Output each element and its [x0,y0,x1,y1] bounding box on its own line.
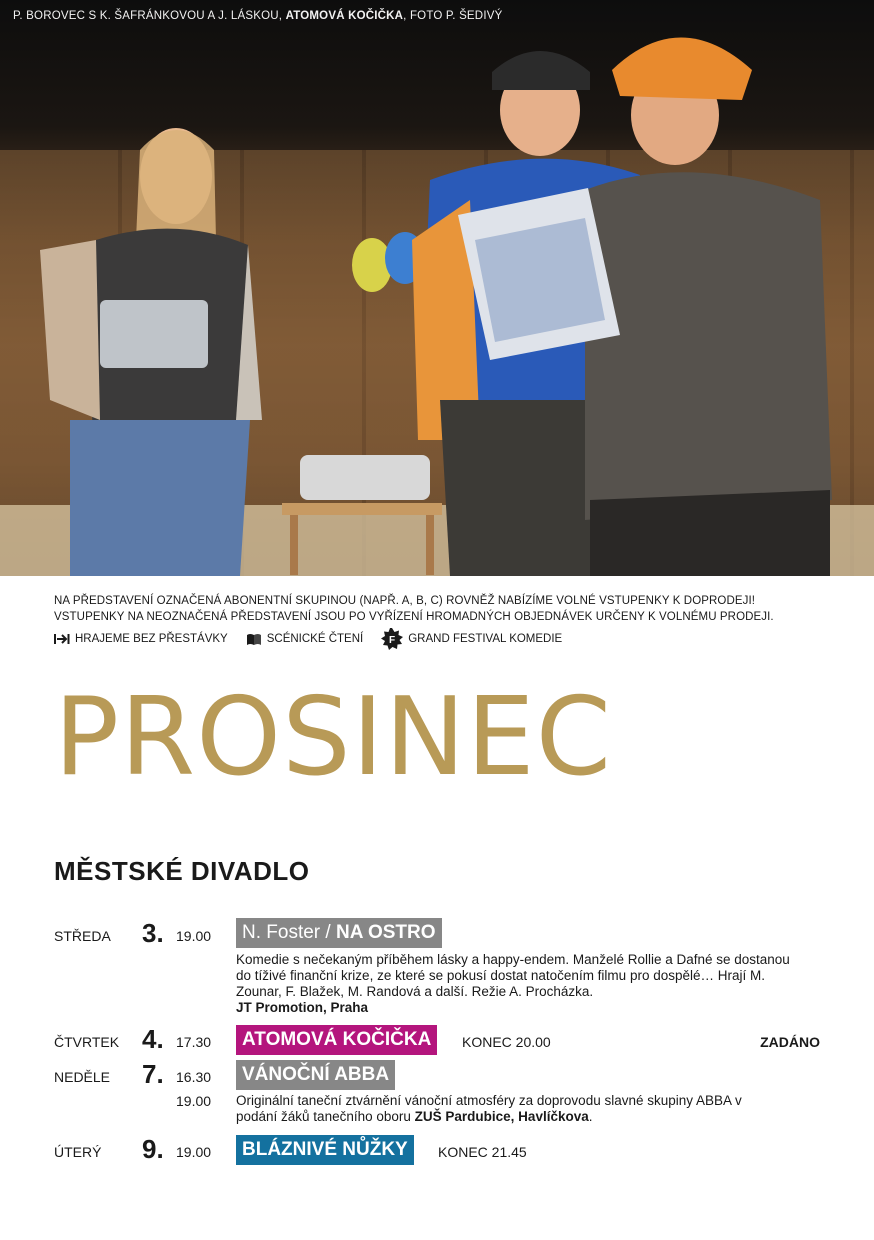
event-desc-text: Komedie s nečekaným příběhem lásky a happy-endem. Manželé Rollie a Dafné se dostanou do tíživé finanční krize, ze které se pokusí dostat natočením filmu pro dospělé… Hrají M. Zounar, F. Blažek, M. Randová a další. Režie A. Procházka. [236,952,790,999]
event-author: N. Foster / [242,922,336,943]
event-day: NEDĚLE [54,1069,111,1085]
legend-item-no-intermission [54,633,228,645]
event-date: 9. [142,1134,164,1164]
event-time: 19.00 [176,928,212,944]
event-time: 17.30 [176,1034,212,1050]
event-time: 16.30 [176,1069,212,1085]
venue-title: MĚSTSKÉ DIVADLO [54,856,310,886]
event-desc-text: Originální taneční ztvárnění vánoční atmosféry za doprovodu slavné skupiny ABBA v podání žáků tanečního oboru [236,1093,742,1124]
notice-line-2: VSTUPENKY NA NEOZNAČENÁ PŘEDSTAVENÍ JSOU PO VYŘÍZENÍ HROMADNÝCH OBJEDNÁVEK URČENY K VOLNÉMU PRODEJI. [54,611,774,623]
photo-caption [13,10,502,22]
event-desc-bold: ZUŠ Pardubice, Havlíčkova [414,1109,589,1124]
ticket-notice [54,593,844,625]
notice-line-1: NA PŘEDSTAVENÍ OZNAČENÁ ABONENTNÍ SKUPINOU (NAPŘ. A, B, C) ROVNĚŽ NABÍZÍME VOLNÉ VSTUPENKY K DOPRODEJI! [54,595,756,607]
hero-photo [0,0,874,576]
legend-item-festival [381,628,562,650]
event-date: 4. [142,1024,164,1054]
event-day: ČTVRTEK [54,1034,120,1050]
event-date: 3. [142,918,164,948]
event-status: ZADÁNO [760,1034,820,1050]
event-end-time: KONEC 21.45 [438,1144,527,1160]
event-description [236,952,796,1016]
event-time: 19.00 [176,1144,212,1160]
event-organizer: JT Promotion, Praha [236,1000,369,1015]
legend-label: HRAJEME BEZ PŘESTÁVKY [75,633,228,645]
legend-label: GRAND FESTIVAL KOMEDIE [408,633,563,645]
month-title: PROSINEC [54,675,613,800]
festival-badge-icon [381,628,403,650]
caption-prefix: P. BOROVEC S K. ŠAFRÁNKOVOU A J. LÁSKOU, [13,10,283,22]
event-title-tag[interactable]: VÁNOČNÍ ABBA [236,1060,395,1090]
actors-illustration [0,0,874,576]
legend [54,628,580,650]
event-title-tag[interactable]: BLÁZNIVÉ NŮŽKY [236,1135,414,1165]
no-intermission-icon [54,633,70,645]
open-book-icon [246,633,262,646]
legend-label: SCÉNICKÉ ČTENÍ [266,633,364,645]
event-desc-end: . [588,1109,593,1124]
event-date: 7. [142,1059,164,1089]
festival-badge-letter: F [389,635,396,646]
event-description [236,1093,776,1125]
event-end-time: KONEC 20.00 [462,1034,551,1050]
event-title-tag[interactable]: ATOMOVÁ KOČIČKA [236,1025,437,1055]
caption-suffix: , FOTO P. ŠEDIVÝ [403,10,503,22]
event-title: NA OSTRO [335,922,436,943]
event-time-2: 19.00 [176,1093,212,1109]
event-title-tag[interactable] [236,918,442,948]
legend-item-reading [246,633,364,646]
event-day: STŘEDA [54,928,111,944]
event-day: ÚTERÝ [54,1144,102,1160]
caption-title: ATOMOVÁ KOČIČKA [285,10,404,22]
